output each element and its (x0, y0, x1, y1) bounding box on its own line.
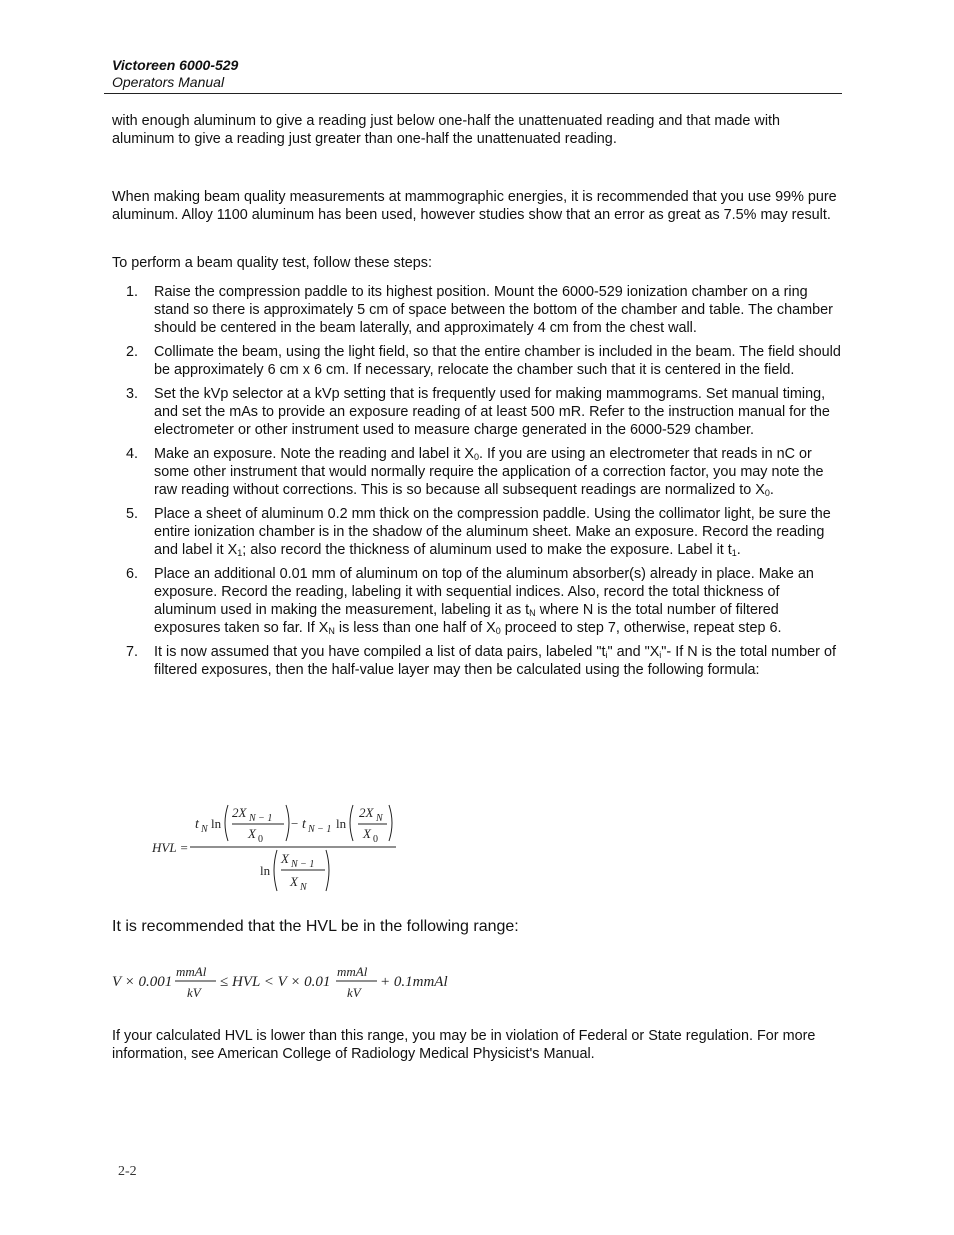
paren-left (225, 805, 228, 841)
step-number: 7. (126, 644, 139, 660)
step-item (112, 343, 842, 379)
formula-subscript: N − 1 (249, 813, 273, 824)
step-text-part: It is now assumed that you have compiled a list of data pairs, labeled "t (154, 644, 606, 660)
formula-subscript: N (201, 824, 208, 835)
step-text-part: proceed to step 7, otherwise, repeat step 6. (500, 620, 782, 636)
step-text-part: . (736, 542, 741, 558)
subscript: i (659, 650, 662, 660)
step-text-part: where N is the total number of filtered exposures taken so far. If X (154, 602, 779, 636)
step-number: 5. (126, 506, 139, 522)
procedure-steps (112, 283, 842, 685)
step-number: 1. (126, 284, 139, 300)
subscript: 0 (764, 488, 770, 498)
subscript: i (605, 650, 608, 660)
hvl-range-formula (110, 960, 470, 1010)
step-item (112, 565, 842, 637)
step-number: 4. (126, 446, 139, 462)
formula-subscript: N (376, 813, 383, 824)
paren-right (326, 850, 329, 891)
subscript: N (529, 608, 536, 618)
formula-range-num2: mmAl (337, 964, 368, 979)
step-text-part: Place an additional 0.01 mm of aluminum on top of the aluminum absorber(s) already in place. Make an exposure. Record the reading, labeling it with sequential indices. Also, record the total thickness of aluminum used in making the measurement, labeling it as t (154, 566, 814, 618)
manual-title: Operators Manual (112, 74, 225, 90)
step-text: Set the kVp selector at a kVp setting that is frequently used for making mammograms. Set manual timing, and set the mAs to provide an exposure reading of at least 500 mR. Refer to the instruction manual for the electrometer or other instrument used to measure charge generated in the 6000-529 chamber. (154, 386, 830, 438)
step-number: 3. (126, 386, 139, 402)
paren-right (389, 805, 392, 841)
hvl-formula (150, 797, 410, 897)
formula-range-mid: ≤ HVL < V × 0.01 (220, 974, 331, 990)
step-item (112, 643, 842, 679)
range-intro: It is recommended that the HVL be in the following range: (112, 918, 519, 935)
formula-range-tail: + 0.1mmAl (380, 974, 448, 990)
formula-range-den1: kV (187, 985, 201, 1000)
formula-x: X (248, 826, 256, 841)
header-divider (104, 93, 842, 94)
subscript: N (328, 626, 335, 636)
step-text-part: . If you are using an electrometer that reads in nC or some other instrument that would normally require the application of a correction factor, you may note the raw reading without corrections. This is so because all subsequent readings are normalized to X (154, 446, 824, 498)
formula-x: X (281, 851, 289, 866)
formula-range-v1: V × 0.001 (112, 974, 173, 990)
subscript: 0 (495, 626, 501, 636)
step-item (112, 505, 842, 559)
step-number: 6. (126, 566, 139, 582)
step-text-part: is less than one half of X (334, 620, 496, 636)
paren-left (350, 805, 353, 841)
step-text-part: . (769, 482, 774, 498)
paren-left (274, 850, 277, 891)
step-text-part: Place a sheet of aluminum 0.2 mm thick on the compression paddle. Using the collimator light, be sure the entire ionization chamber is in the shadow of the aluminum sheet. Make an exposure. Record the reading and label it X (154, 506, 831, 558)
step-number: 2. (126, 344, 139, 360)
formula-lhs: HVL = (152, 840, 189, 855)
formula-t-symbol: t (302, 817, 306, 832)
step-text-part: Make an exposure. Note the reading and label it X (154, 446, 474, 462)
formula-subscript: 0 (258, 834, 263, 845)
formula-subscript: N − 1 (291, 859, 315, 870)
formula-ln: ln (336, 816, 347, 831)
step-item (112, 283, 842, 337)
subscript: 0 (474, 452, 480, 462)
formula-subscript: 0 (373, 834, 378, 845)
step-text: Raise the compression paddle to its highest position. Mount the 6000-529 ionization chamber on a ring stand so there is approximately 5 cm of space between the bottom of the chamber and table. The chamber should be centered in the beam laterally, and approximately 4 cm from the chest wall. (154, 284, 833, 336)
step-text-part: " and "X (607, 644, 660, 660)
formula-ln: ln (211, 816, 222, 831)
formula-2x: 2X (232, 805, 247, 820)
page-number: 2-2 (118, 1164, 137, 1179)
formula-subscript: N (300, 882, 307, 893)
steps-intro: To perform a beam quality test, follow these steps: (112, 255, 432, 271)
formula-x: X (290, 874, 298, 889)
intro-paragraph: with enough aluminum to give a reading just below one-half the unattenuated reading and that made with aluminum to give a reading just greater than one-half the unattenuated reading. (112, 113, 781, 147)
violation-paragraph: If your calculated HVL is lower than this range, you may be in violation of Federal or State regulation. For more information, see American College of Radiology Medical Physicist's Manual. (112, 1028, 816, 1062)
formula-2x: 2X (359, 805, 374, 820)
formula-x: X (363, 826, 371, 841)
mammography-paragraph: When making beam quality measurements at mammographic energies, it is recommended that you use 99% pure aluminum. Alloy 1100 aluminum has been used, however studies show that an error as great as 7.5% may result. (112, 189, 837, 223)
formula-minus: − (291, 816, 299, 831)
step-text-part: ; also record the thickness of aluminum used to make the exposure. Label it t (242, 542, 732, 558)
step-item (112, 385, 842, 439)
page-header (112, 57, 842, 91)
formula-ln: ln (260, 863, 271, 878)
formula-t-symbol: t (195, 817, 199, 832)
formula-range-num1: mmAl (176, 964, 207, 979)
step-text: Collimate the beam, using the light field, so that the entire chamber is included in the beam. The field should be approximately 6 cm x 6 cm. If necessary, relocate the chamber such that it is centered in the field. (154, 344, 841, 378)
product-name: Victoreen 6000-529 (112, 57, 239, 73)
formula-range-den2: kV (347, 985, 361, 1000)
step-item (112, 445, 842, 499)
formula-subscript: N − 1 (308, 824, 332, 835)
paren-right (286, 805, 289, 841)
subscript: 1 (731, 548, 737, 558)
step-text-part: "- If N is the total number of filtered exposures, then the half-value layer may then be calculated using the following formula: (154, 644, 836, 678)
subscript: 1 (237, 548, 243, 558)
